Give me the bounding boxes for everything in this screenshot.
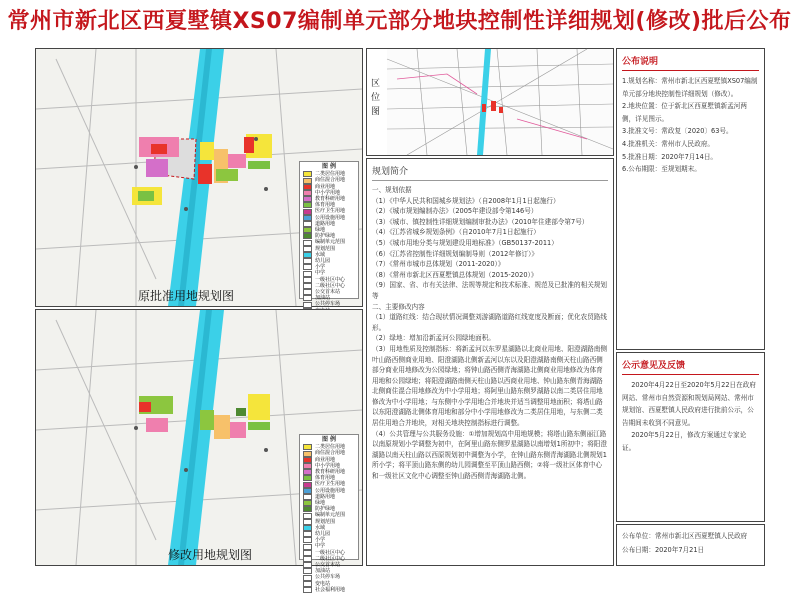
- legend-label: 医疗卫生用地: [315, 481, 346, 488]
- legend-swatch: [303, 209, 312, 215]
- intro-line: （1）道路红线：结合现状情况调整刘游湖路道路红线宽度及断面；优化农贸路线形。: [372, 313, 607, 332]
- legend-label: 二级社区中心: [315, 282, 346, 289]
- legend-label: 一级社区中心: [315, 276, 346, 283]
- legend-swatch: [303, 271, 312, 277]
- divider: [622, 374, 759, 375]
- legend-swatch: [303, 575, 312, 581]
- intro-line: （3）用地性质及控制指标：将新孟河以东罗星湖路以北商业用地、阳澄湖路南侧叶山路西侧商业用地、阳澄湖路北侧新孟河以东以及阳澄湖路南侧天柱山路西侧部分商业用地修改为公园绿地；将钟山路西侧青海湖路北侧商业用地修改为体育用地和公园绿地；将阳澄湖路南侧天柱山路以西商业用地、钟山路东侧青海湖路北侧商住混合用地修改为中小学用地；将阿里山路东侧罗湖路以南二类居住用地修改为中小学用地；与东侧中小学用地合并地块并适当调整用地面积；将塔山路以东阳澄湖路北侧体育用地和部分中小学用地修改为二类居住用地，与东侧二类居住用地合并地块，对相关地块控制指标进行调整。: [372, 344, 607, 428]
- legend-swatch: [303, 568, 312, 574]
- legend-label: 变电站: [315, 580, 331, 587]
- intro-line: （3）《城市、镇控制性详细规划编制审批办法》（2010年住建部令第7号）: [372, 217, 589, 226]
- legend-item: [303, 587, 355, 593]
- legend-swatch: [303, 444, 312, 450]
- legend-label: 加油站: [315, 295, 331, 302]
- legend-label: 道路用地: [315, 220, 336, 227]
- legend-label: 编制单元范围: [315, 239, 346, 246]
- notice-line: 6.公布期限：至规划期末。: [622, 165, 701, 174]
- legend-swatch: [303, 506, 312, 512]
- intro-line: 一、规划依据: [372, 186, 412, 194]
- location-map: [366, 48, 614, 156]
- legend-swatch: [303, 544, 312, 550]
- publisher-text: [622, 529, 759, 557]
- legend-label: 二类居住用地: [315, 171, 346, 178]
- notice-line: 3.批准文号：常政复〔2020〕63号。: [622, 127, 733, 136]
- publisher-org: 常州市新北区西夏墅镇人民政府: [654, 532, 748, 540]
- intro-line: （4）《江苏省城乡规划条例》（自2010年7月1日起施行）: [372, 228, 540, 237]
- legend-swatch: [303, 233, 312, 239]
- intro-line: （6）《江苏省控制性详细规划编制导则（2012年修订）》: [372, 249, 539, 258]
- intro-line: （7）《常州市城市总体规划（2011-2020）》: [372, 260, 505, 269]
- legend-swatch: [303, 469, 312, 475]
- page-title: 常州市新北区西夏墅镇XS07编制单元部分地块控制性详细规划(修改)批后公布: [7, 9, 792, 34]
- publish-date-label: 公布日期：: [622, 546, 655, 554]
- legend-label: 幼儿园: [315, 258, 331, 265]
- feedback-line: 2020年5月22日，修改方案通过专家论证。: [622, 431, 747, 452]
- legend-swatch: [303, 581, 312, 587]
- feedback-line: 2020年4月22日至2020年5月22日在政府网站、常州市自然资源和规划局网站、常州市规划馆、西夏墅镇人民政府进行批前公示，公告期间未收到不同意见。: [622, 381, 756, 427]
- legend-swatch: [303, 246, 312, 252]
- legend-label: 中学: [315, 543, 326, 550]
- plan-intro-panel: [366, 158, 614, 566]
- notice-text: [622, 75, 759, 176]
- intro-line: （2）《城市规划编制办法》（2005年建设部令第146号）: [372, 207, 538, 216]
- legend-swatch: [303, 190, 312, 196]
- notice-line: 1.规划名称：常州市新北区西夏墅镇XS07编制单元部分地块控制性详细规划（修改）。: [622, 77, 758, 98]
- intro-heading: 规划简介: [372, 167, 409, 177]
- legend-swatch: [303, 562, 312, 568]
- legend-swatch: [303, 196, 312, 202]
- legend-label: 公交首末站: [315, 562, 341, 569]
- notice-line: 2.地块位置：位于新北区西夏墅镇新孟河两侧，详见图示。: [622, 102, 747, 123]
- revised-plan-map: [35, 309, 363, 593]
- legend-swatch: [303, 215, 312, 221]
- legend-swatch: [303, 277, 312, 283]
- publisher-org-label: 公布单位：: [622, 532, 655, 540]
- legend-label: 二类居住用地: [315, 444, 346, 451]
- legend: [299, 161, 359, 308]
- legend-label: 公共停车场: [315, 301, 341, 308]
- intro-line: （5）《城市用地分类与规划建设用地标准》（GB50137-2011）: [372, 238, 558, 247]
- revised-plan-caption: 修改用地规划图: [168, 548, 253, 562]
- legend-label: 体育用地: [315, 475, 336, 482]
- legend-label: 绿地: [315, 500, 326, 507]
- legend-label: 防护绿地: [315, 506, 336, 513]
- legend-swatch: [303, 171, 312, 177]
- legend-label: 编制单元范围: [315, 512, 346, 519]
- legend-swatch: [303, 202, 312, 208]
- divider: [372, 180, 608, 181]
- legend-label: 商住混合用地: [315, 450, 346, 457]
- feedback-heading: 公示意见及反馈: [622, 361, 686, 371]
- legend-swatch: [303, 252, 312, 258]
- divider: [622, 70, 759, 71]
- legend-label: 教育科研用地: [315, 196, 346, 203]
- legend-label: 幼儿园: [315, 531, 331, 538]
- legend-swatch: [303, 184, 312, 190]
- legend-swatch: [303, 556, 312, 562]
- legend-label: 规划范围: [315, 245, 336, 252]
- legend-label: 社会福利用地: [315, 586, 346, 593]
- legend-label: 水域: [315, 251, 326, 258]
- legend-swatch: [303, 531, 312, 537]
- legend-swatch: [303, 295, 312, 301]
- legend-swatch: [303, 258, 312, 264]
- legend-label: 公用设施用地: [315, 487, 346, 494]
- legend-title: 图 例: [321, 163, 337, 170]
- legend-label: 绿地: [315, 227, 326, 234]
- intro-line: （8）《常州市新北区西夏墅镇总体规划（2015-2020）》: [372, 270, 538, 279]
- legend-label: 小学: [315, 264, 326, 271]
- legend-label: 防护绿地: [315, 233, 336, 240]
- legend-swatch: [303, 587, 312, 593]
- legend-swatch: [303, 488, 312, 494]
- legend-label: 公用设施用地: [315, 214, 346, 221]
- legend-label: 加油站: [315, 568, 331, 575]
- legend-label: 中学: [315, 270, 326, 277]
- legend-label: 公交首末站: [315, 289, 341, 296]
- legend-swatch: [303, 519, 312, 525]
- location-drawing: [387, 49, 613, 155]
- legend-swatch: [303, 240, 312, 246]
- intro-line: （4）公共管理与公共服务设施：①增加规划高中用地规模；将塔山路东侧丽江路以南原规划小学调整为初中，在阿里山路东侧罗星湖路以南增划1所初中；将阳澄湖路以南天柱山路以西原规划初中调整为小学，在钟山路东侧青海湖路北侧规划1所小学；将平顶山路东侧的幼儿园调整至平顶山路西侧；②将一级社区体育中心和一级社区文化中心调整至钟山路西侧青海湖路北侧。: [372, 429, 607, 481]
- legend-swatch: [303, 550, 312, 556]
- publish-date: 2020年7月21日: [654, 546, 705, 554]
- legend-label: 医疗卫生用地: [315, 208, 346, 215]
- legend-swatch: [303, 482, 312, 488]
- intro-line: （2）绿地：增加沿新孟河公园绿地面积。: [372, 334, 495, 343]
- legend-label: 体育用地: [315, 202, 336, 209]
- legend-swatch: [303, 451, 312, 457]
- legend-swatch: [303, 457, 312, 463]
- legend-label: 教育科研用地: [315, 469, 346, 476]
- legend-swatch: [303, 264, 312, 270]
- legend-swatch: [303, 463, 312, 469]
- legend-swatch: [303, 283, 312, 289]
- legend-swatch: [303, 513, 312, 519]
- intro-line: （9）国家、省、市有关法律、法规等规定和技术标准、规范及已批准的相关规划等: [372, 281, 607, 300]
- original-plan-map: [35, 48, 363, 307]
- notice-heading: 公布说明: [622, 57, 659, 67]
- feedback-text: [622, 379, 759, 455]
- legend-label: 规划范围: [315, 518, 336, 525]
- legend-label: 一级社区中心: [315, 549, 346, 556]
- intro-line: 二、主要修改内容: [372, 302, 425, 311]
- legend-swatch: [303, 494, 312, 500]
- notice-line: 5.批准日期：2020年7月14日。: [622, 152, 718, 161]
- publisher-panel: [616, 524, 765, 566]
- legend-label: 公共停车场: [315, 574, 341, 581]
- notice-line: 4.批准机关：常州市人民政府。: [622, 139, 715, 148]
- legend-swatch: [303, 178, 312, 184]
- legend-swatch: [303, 537, 312, 543]
- legend-swatch: [303, 289, 312, 295]
- original-plan-caption: 原批准用地规划图: [138, 289, 235, 303]
- legend-swatch: [303, 302, 312, 308]
- legend-label: 水域: [315, 524, 326, 531]
- legend-swatch: [303, 475, 312, 481]
- legend-label: 商业用地: [315, 456, 336, 463]
- legend-swatch: [303, 221, 312, 227]
- intro-line: （1）《中华人民共和国城乡规划法》（自2008年1月1日起施行）: [372, 196, 560, 205]
- notice-panel: [616, 48, 765, 350]
- legend-label: 商住混合用地: [315, 177, 346, 184]
- legend-label: 中小学用地: [315, 189, 341, 196]
- legend-label: 小学: [315, 537, 326, 544]
- intro-text: [372, 185, 608, 482]
- legend-label: 二级社区中心: [315, 555, 346, 562]
- legend-swatch: [303, 500, 312, 506]
- legend-label: 道路用地: [315, 493, 336, 500]
- feedback-panel: [616, 352, 765, 522]
- legend-swatch: [303, 227, 312, 233]
- legend-label: 中小学用地: [315, 462, 341, 469]
- location-label: 区位图: [371, 79, 381, 117]
- legend-swatch: [303, 525, 312, 531]
- legend-title: 图 例: [321, 436, 337, 443]
- legend: [299, 434, 359, 593]
- legend-label: 商业用地: [315, 183, 336, 190]
